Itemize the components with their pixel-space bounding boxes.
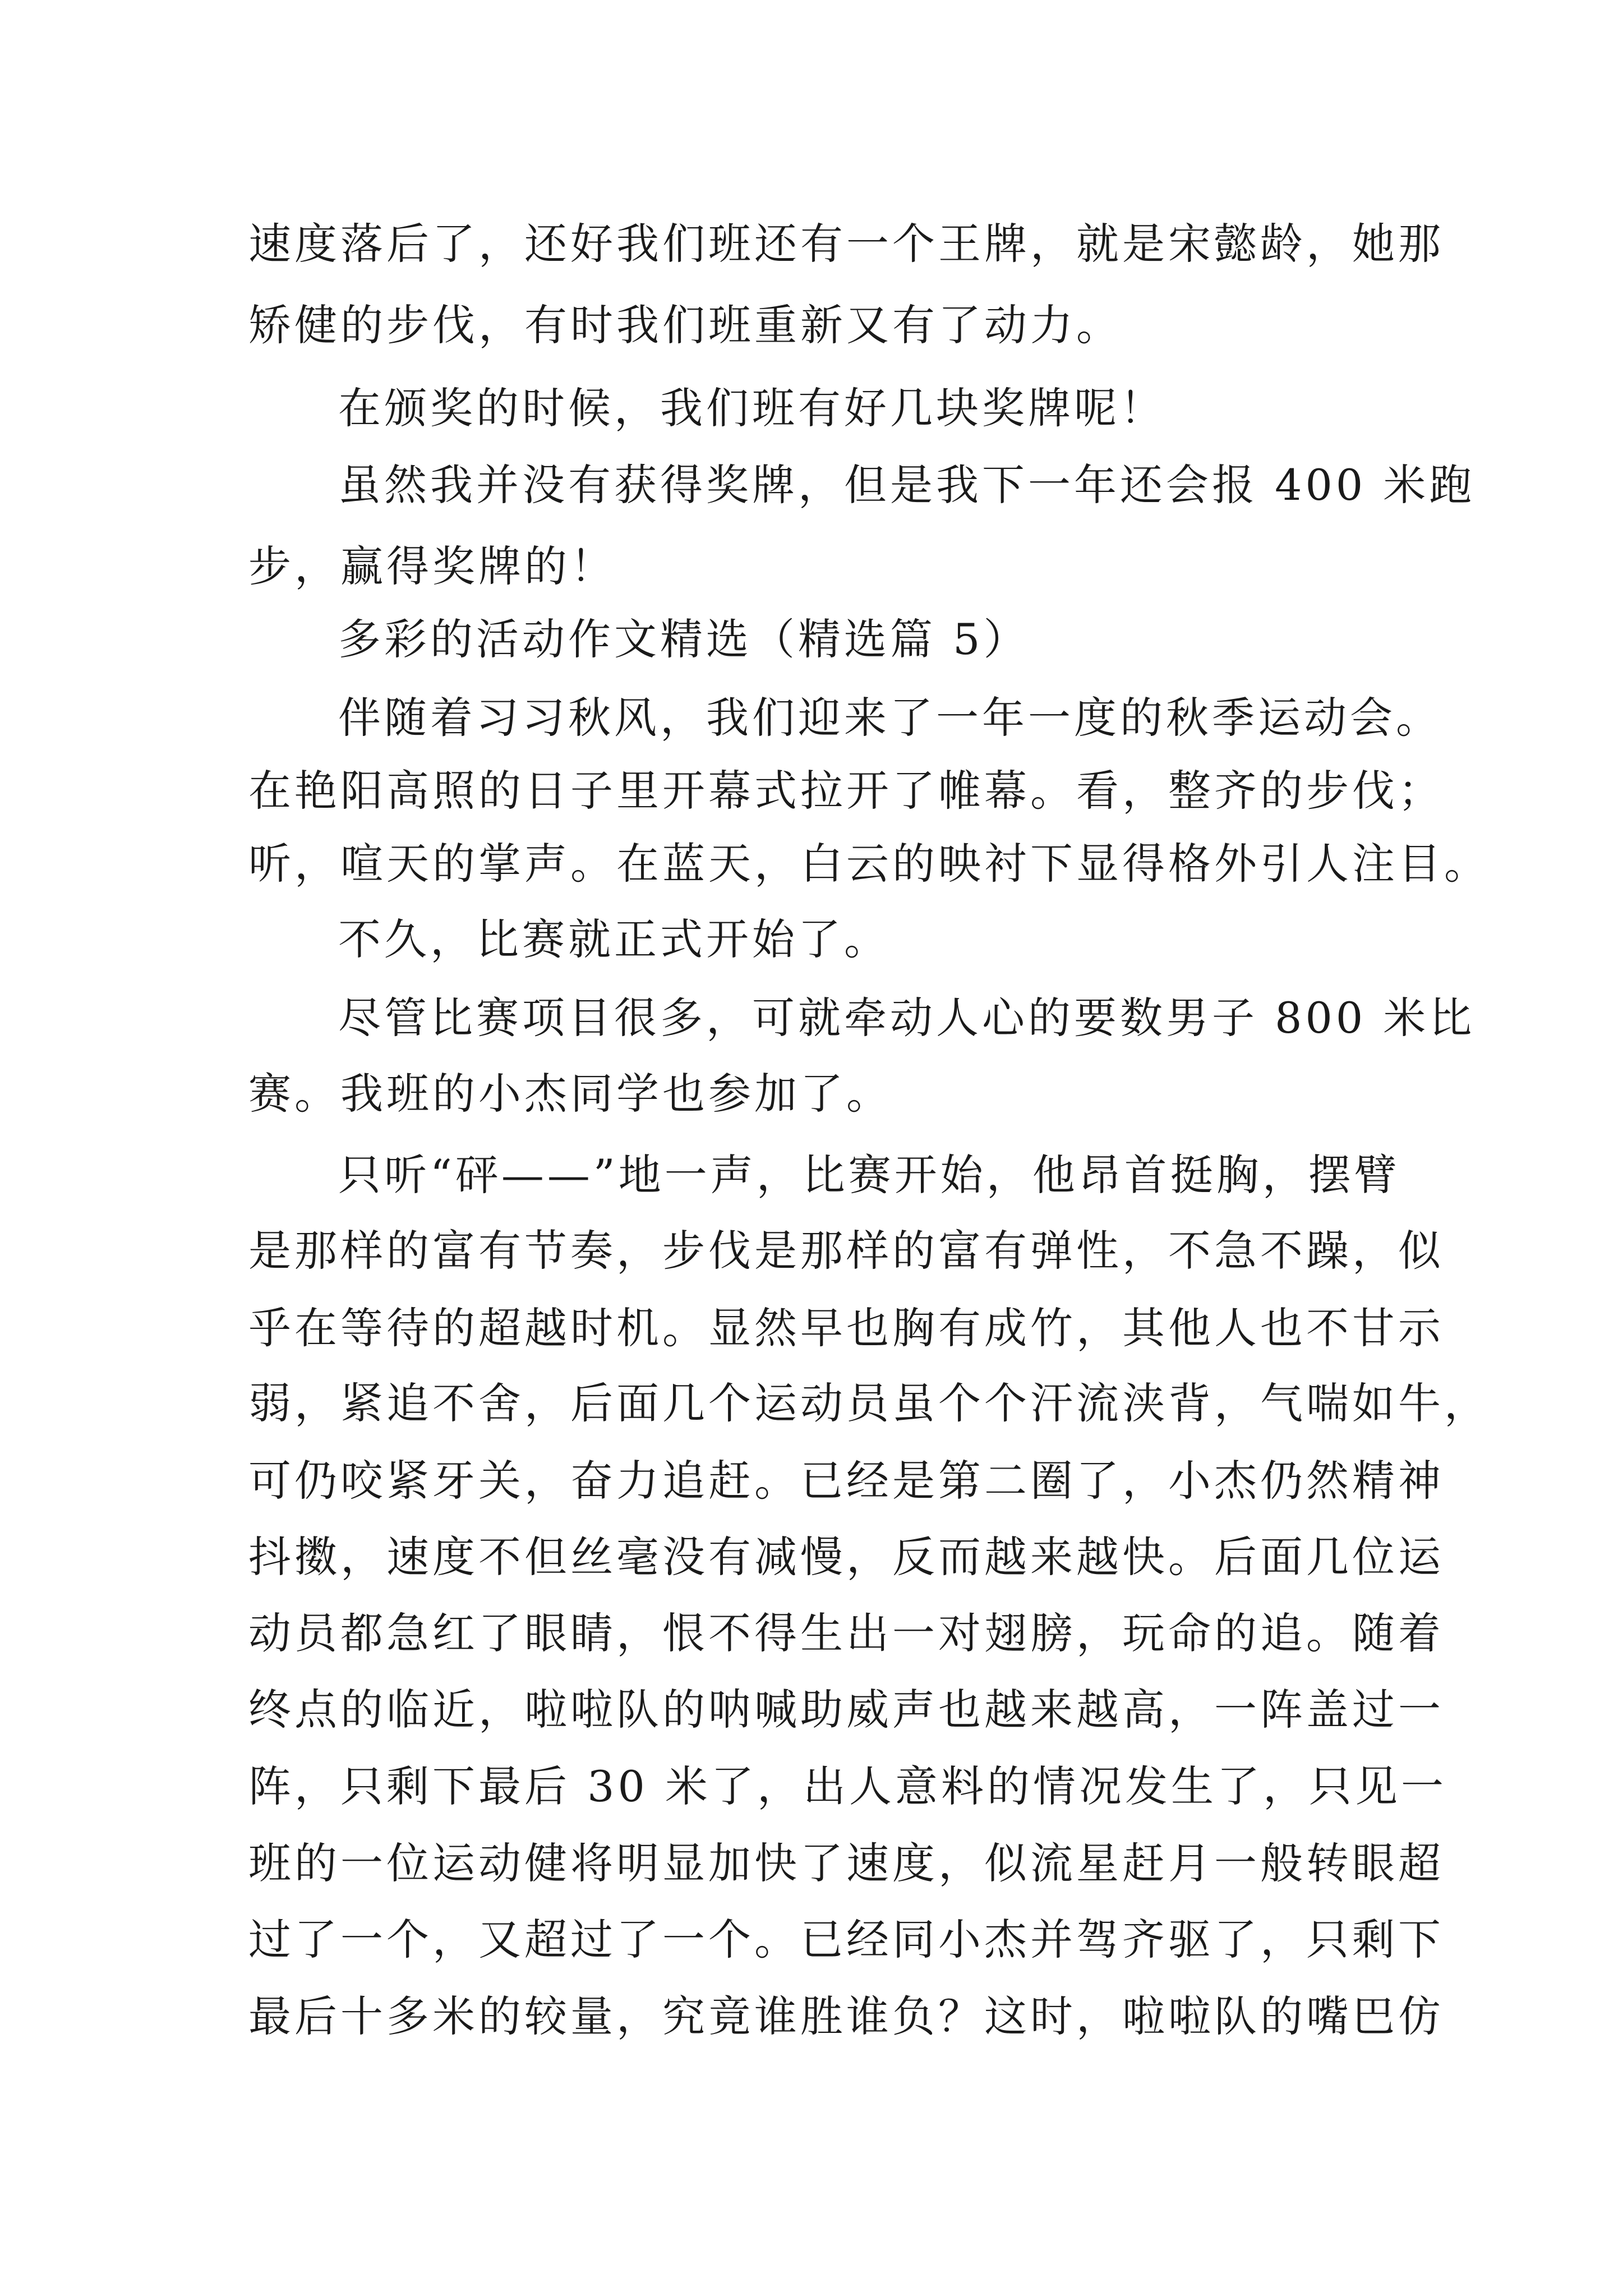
text-line: 听，喧天的掌声。在蓝天，白云的映衬下显得格外引人注目。	[248, 839, 1490, 889]
text-line: 班的一位运动健将明显加快了速度，似流星赶月一般转眼超	[248, 1838, 1444, 1888]
paragraph-first-line: 伴随着习习秋风，我们迎来了一年一度的秋季运动会。	[338, 693, 1442, 743]
text-line: 在艳阳高照的日子里开幕式拉开了帷幕。看，整齐的步伐；	[248, 766, 1444, 816]
text-line: 速度落后了，还好我们班还有一个王牌，就是宋懿龄，她那	[248, 219, 1444, 269]
text-line: 可仍咬紧牙关，奋力追赶。已经是第二圈了，小杰仍然精神	[248, 1456, 1444, 1506]
text-line: 弱，紧追不舍，后面几个运动员虽个个汗流浃背，气喘如牛，	[248, 1378, 1490, 1428]
section-heading: 多彩的活动作文精选（精选篇 5）	[338, 614, 1030, 664]
text-line: 最后十多米的较量，究竟谁胜谁负？这时，啦啦队的嘴巴仿	[248, 1991, 1444, 2041]
text-line: 过了一个，又超过了一个。已经同小杰并驾齐驱了，只剩下	[248, 1915, 1444, 1964]
text-line: 是那样的富有节奏，步伐是那样的富有弹性，不急不躁，似	[248, 1226, 1444, 1276]
text-line: 赛。我班的小杰同学也参加了。	[248, 1069, 892, 1119]
text-line: 步，赢得奖牌的！	[248, 541, 616, 591]
paragraph-first-line: 只听“砰——”地一声，比赛开始，他昂首挺胸，摆臂	[338, 1150, 1400, 1200]
text-line: 矫健的步伐，有时我们班重新又有了动力。	[248, 300, 1122, 350]
paragraph-first-line: 在颁奖的时候，我们班有好几块奖牌呢！	[338, 383, 1166, 433]
text-line: 抖擞，速度不但丝毫没有减慢，反而越来越快。后面几位运	[248, 1532, 1444, 1582]
paragraph-first-line: 不久，比赛就正式开始了。	[338, 914, 890, 964]
text-line: 动员都急红了眼睛，恨不得生出一对翅膀，玩命的追。随着	[248, 1608, 1444, 1658]
paragraph-first-line: 虽然我并没有获得奖牌，但是我下一年还会报 400 米跑	[338, 460, 1476, 510]
paragraph-first-line: 尽管比赛项目很多，可就牵动人心的要数男子 800 米比	[338, 993, 1476, 1043]
text-line: 阵，只剩下最后 30 米了，出人意料的情况发生了，只见一	[248, 1761, 1447, 1811]
text-line: 终点的临近，啦啦队的呐喊助威声也越来越高，一阵盖过一	[248, 1685, 1444, 1734]
text-line: 乎在等待的超越时机。显然早也胸有成竹，其他人也不甘示	[248, 1303, 1444, 1353]
